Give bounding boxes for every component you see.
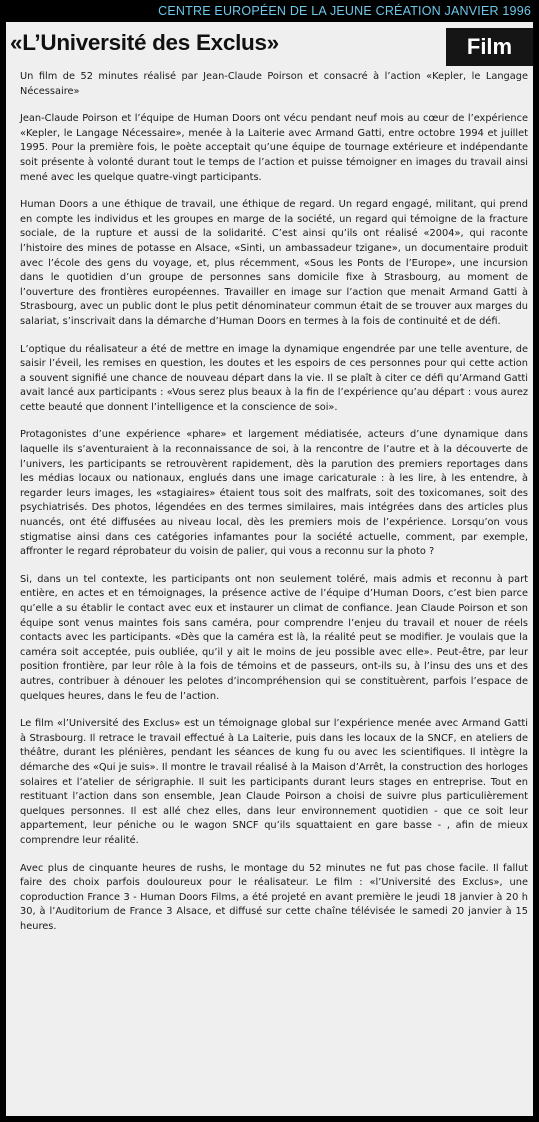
article-paragraph-7: Avec plus de cinquante heures de rushs, le montage du 52 minutes ne fut pas chose facile. Il fallut faire des choix parfois douloureux pour le réalisateur. Le film : «l’Université des Exclus», une coproduction France 3 - Human Doors Films, a été projeté en avant première le jeudi 18 janvier à 20 h 30, à l’Auditorium de France 3 Alsace, et diffusé sur cette chaîne télévisée le samedi 20 janvier à 15 heures.: [20, 862, 528, 932]
article-body: [20, 70, 528, 947]
article-paragraph-4: Protagonistes d’une expérience «phare» et largement médiatisée, acteurs d’une dynamique dans laquelle ils s’aventuraient à la reconnaissance de soi, à la rencontre de l’autre et à la découverte de l’univers, les participants se retrouvèrent rapidement, dès la parution des premiers reportages dans les médias locaux ou nationaux, englués dans une image caricaturale : à les lire, à les entendre, à regarder leurs images, les «stagiaires» étaient tous soit des malfrats, soit des toxicomanes, soit des psychiatrisés. Des photos, légendées en des termes similaires, mais intégrées dans des articles plus nuancés, ont été diffusées au niveau local, dès les premiers mois de l’expérience. Lorsqu’on vous stigmatise ainsi dans ces catégories infamantes pour la société actuelle, comment, par exemple, affronter le regard réprobateur du voisin de palier, qui vous a reconnu sur la photo ?: [20, 429, 528, 558]
header-banner-text: CENTRE EUROPÉEN DE LA JEUNE CRÉATION JANVIER 1996: [158, 4, 531, 18]
article-paragraph-6: Le film «l’Université des Exclus» est un témoignage global sur l’expérience menée avec Armand Gatti à Strasbourg. Il retrace le travail effectué à La Laiterie, puis dans les locaux de la SNCF, en ateliers de théâtre, durant les plénières, pendant les séances de kung fu ou avec les scientifiques. Il intègre la démarche des «Qui je suis». Il montre le travail réalisé à la Maison d’Arrêt, la construction des horloges solaires et l’atelier de sérigraphie. Il suit les participants durant leurs stages en entreprise. Tout en restituant l’action dans son ensemble, Jean Claude Poirson a choisi de suivre plus particulièrement quelques personnes. Il est allé chez elles, dans leur environnement quotidien - que ce soit leur appartement, leur péniche ou le wagon SNCF qu’ils squattaient en gare basse - , afin de mieux comprendre leur réalité.: [20, 718, 528, 846]
header-banner: [0, 0, 539, 22]
article-paragraph-2: Human Doors a une éthique de travail, une éthique de regard. Un regard engagé, militant, qui prend en compte les individus et les groupes en marge de la société, un regard qui témoigne de la fracture sociale, de la rupture et aussi de la solidarité. C’est ainsi qu’ils ont réalisé «2004», qui raconte l’histoire des mines de potasse en Alsace, «Sinti, un ambassadeur tzigane», un documentaire produit avec l’école des gens du voyage, et, plus récemment, «Sous les Ponts de l’Europe», une incursion dans le quotidien d’un groupe de personnes sans domicile fixe à Strasbourg, au moment de l’ouverture des frontières européennes. Travailler en image sur l’action que menait Armand Gatti à Strasbourg, avec un public dont le plus petit dénominateur commun était de se trouver aux marges du salariat, s’inscrivait dans la démarche d’Human Doors en termes à la fois de continuité et de défi.: [20, 199, 528, 327]
article-intro: Un film de 52 minutes réalisé par Jean-Claude Poirson et consacré à l’action «Kepler, le Langage Nécessaire»: [20, 71, 528, 97]
section-tag: Film: [446, 28, 533, 66]
article-paragraph-1: Jean-Claude Poirson et l’équipe de Human Doors ont vécu pendant neuf mois au cœur de l’expérience «Kepler, le Langage Nécessaire», menée à la Laiterie avec Armand Gatti, entre octobre 1994 et juillet 1995. Pour la première fois, le poète acceptait qu’une équipe de tournage extérieure et indépendante soit présente à volonté durant tout le temps de l’action et puisse témoigner en images du travail ainsi mené avec les quelque quatre-vingt participants.: [20, 113, 528, 183]
article-page: [6, 22, 533, 1116]
article-paragraph-5: Si, dans un tel contexte, les participants ont non seulement toléré, mais admis et reconnu à part entière, en actes et en témoignages, la présence active de l’équipe d’Human Doors, c’est bien parce qu’elle a su établir le contact avec eux et instaurer un climat de confiance. Jean Claude Poirson et son équipe sont venus maintes fois sans caméra, pour comprendre l’enjeu du travail et nouer de réels contacts avec les participants. «Dès que la caméra est là, la réalité peut se modifier. Je voulais que la caméra soit acceptée, puis oubliée, qu’il y ait le moins de jeu possible avec elle». Peut-être, par leur position frontière, par leur rôle à la fois de témoins et de passeurs, ont-ils su, à l’insu des uns et des autres, contribuer à dénouer les pelotes d’incompréhension qui se constituèrent, parfois l’espace de quelques heures, dans le feu de l’action.: [20, 573, 528, 702]
article-title: «L’Université des Exclus»: [10, 30, 279, 55]
article-paragraph-3: L’optique du réalisateur a été de mettre en image la dynamique engendrée par une telle aventure, de saisir l’éveil, les remises en question, les doutes et les espoirs de ces personnes pour qui cette action a souvent signifié une chance de nouveau départ dans la vie. Il se plaît à citer ce défi qu’Armand Gatti avait lancé aux participants : «Vous serez plus beaux à la fin de l’expérience qu’au départ : vous aurez cette beauté que donnent l’intelligence et la conscience de soi».: [20, 343, 528, 413]
